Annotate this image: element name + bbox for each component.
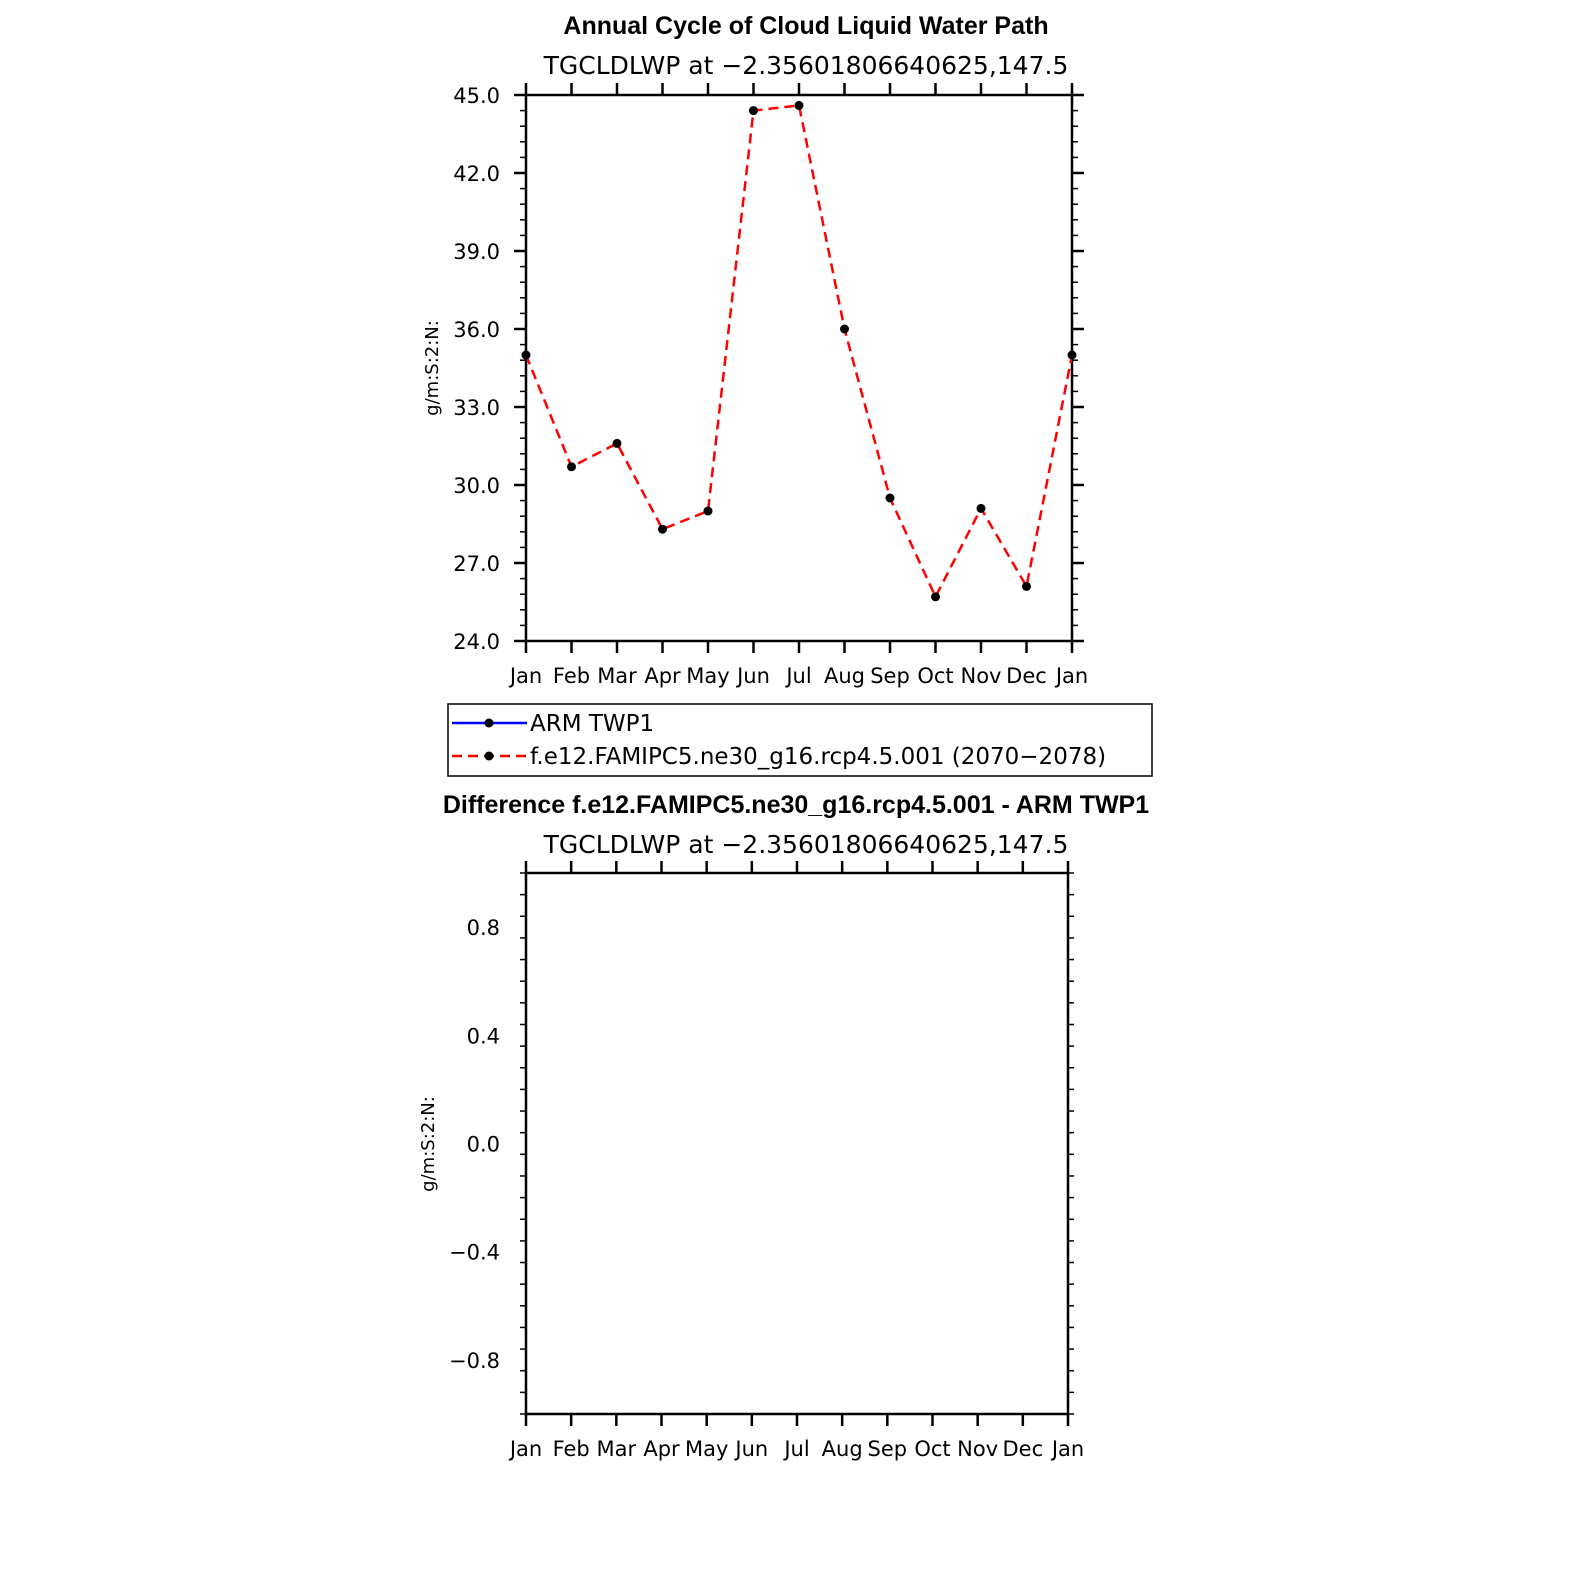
data-point xyxy=(795,101,804,110)
x-tick-label: Aug xyxy=(823,664,866,688)
x-tick-label: Feb xyxy=(552,664,591,688)
y-tick-label: 36.0 xyxy=(453,318,500,342)
x-tick-label: Mar xyxy=(597,664,637,688)
x-tick-label: Feb xyxy=(552,1437,590,1461)
data-point xyxy=(1022,582,1031,591)
data-point xyxy=(1068,351,1077,360)
chart-title: Annual Cycle of Cloud Liquid Water Path xyxy=(563,12,1049,40)
x-tick-label: Jul xyxy=(786,664,812,688)
data-point xyxy=(931,592,940,601)
legend xyxy=(448,704,1152,776)
y-tick-labels xyxy=(453,84,500,654)
y-tick-label: 0.4 xyxy=(466,1024,500,1049)
y-tick-label: −0.8 xyxy=(449,1348,500,1373)
y-tick-label: 0.0 xyxy=(466,1132,500,1157)
data-point xyxy=(522,351,531,360)
x-tick-label: Oct xyxy=(917,664,954,688)
tick-marks xyxy=(514,83,1084,653)
annual-cycle-chart xyxy=(422,12,1088,688)
x-tick-label: Mar xyxy=(596,1437,637,1461)
series-line-1 xyxy=(526,105,1072,596)
x-tick-label: Jan xyxy=(509,664,543,688)
x-tick-label: Jan xyxy=(1055,664,1089,688)
y-axis-label: g/m:S:2:N: xyxy=(422,320,443,416)
y-tick-label: 24.0 xyxy=(453,630,500,654)
data-point xyxy=(886,494,895,503)
difference-subtitle: TGCLDLWP at −2.35601806640625,147.5 xyxy=(543,830,1069,859)
difference-plot-frame xyxy=(526,873,1068,1414)
difference-x-tick-labels xyxy=(508,1437,1084,1461)
data-point xyxy=(840,325,849,334)
x-tick-labels xyxy=(508,664,1088,688)
difference-tick-marks xyxy=(520,861,1074,1426)
data-point xyxy=(567,462,576,471)
y-tick-label: 42.0 xyxy=(453,162,500,186)
data-point xyxy=(977,504,986,513)
legend-label-arm: ARM TWP1 xyxy=(530,711,655,737)
data-point xyxy=(658,525,667,534)
y-tick-label: 27.0 xyxy=(453,552,500,576)
legend-marker-model xyxy=(485,752,494,761)
y-tick-label: 39.0 xyxy=(453,240,500,264)
x-tick-label: Sep xyxy=(870,664,910,688)
plot-frame xyxy=(526,95,1072,641)
y-tick-label: 30.0 xyxy=(453,474,500,498)
y-tick-label: −0.4 xyxy=(449,1240,500,1265)
x-tick-label: Jan xyxy=(1051,1437,1085,1461)
x-tick-label: Aug xyxy=(821,1437,863,1461)
x-tick-label: Dec xyxy=(1002,1437,1044,1461)
x-tick-label: Apr xyxy=(644,664,681,688)
data-point xyxy=(749,106,758,115)
y-tick-label: 33.0 xyxy=(453,396,500,420)
difference-title: Difference f.e12.FAMIPC5.ne30_g16.rcp4.5.001 - ARM TWP1 xyxy=(442,791,1150,819)
x-tick-label: Jan xyxy=(509,1437,543,1461)
x-tick-label: Jul xyxy=(784,1437,810,1461)
data-point xyxy=(704,507,713,516)
legend-marker-arm xyxy=(485,719,494,728)
x-tick-label: Dec xyxy=(1006,664,1047,688)
y-tick-label: 45.0 xyxy=(453,84,500,108)
legend-label-model: f.e12.FAMIPC5.ne30_g16.rcp4.5.001 (2070−2078) xyxy=(530,744,1107,770)
series-layer xyxy=(522,101,1077,601)
x-tick-label: Oct xyxy=(914,1437,951,1461)
difference-y-tick-labels xyxy=(449,916,500,1373)
x-tick-label: Sep xyxy=(867,1437,908,1461)
x-tick-label: Nov xyxy=(957,1437,999,1461)
x-tick-label: Jun xyxy=(737,664,770,688)
data-point xyxy=(613,439,622,448)
x-tick-label: May xyxy=(684,1437,729,1461)
difference-y-axis-label: g/m:S:2:N: xyxy=(418,1096,439,1192)
y-tick-label: 0.8 xyxy=(466,916,500,941)
x-tick-label: May xyxy=(686,664,730,688)
x-tick-label: Nov xyxy=(960,664,1002,688)
chart-subtitle: TGCLDLWP at −2.35601806640625,147.5 xyxy=(543,51,1069,80)
difference-chart xyxy=(418,791,1149,1461)
x-tick-label: Jun xyxy=(735,1437,769,1461)
x-tick-label: Apr xyxy=(643,1437,680,1461)
